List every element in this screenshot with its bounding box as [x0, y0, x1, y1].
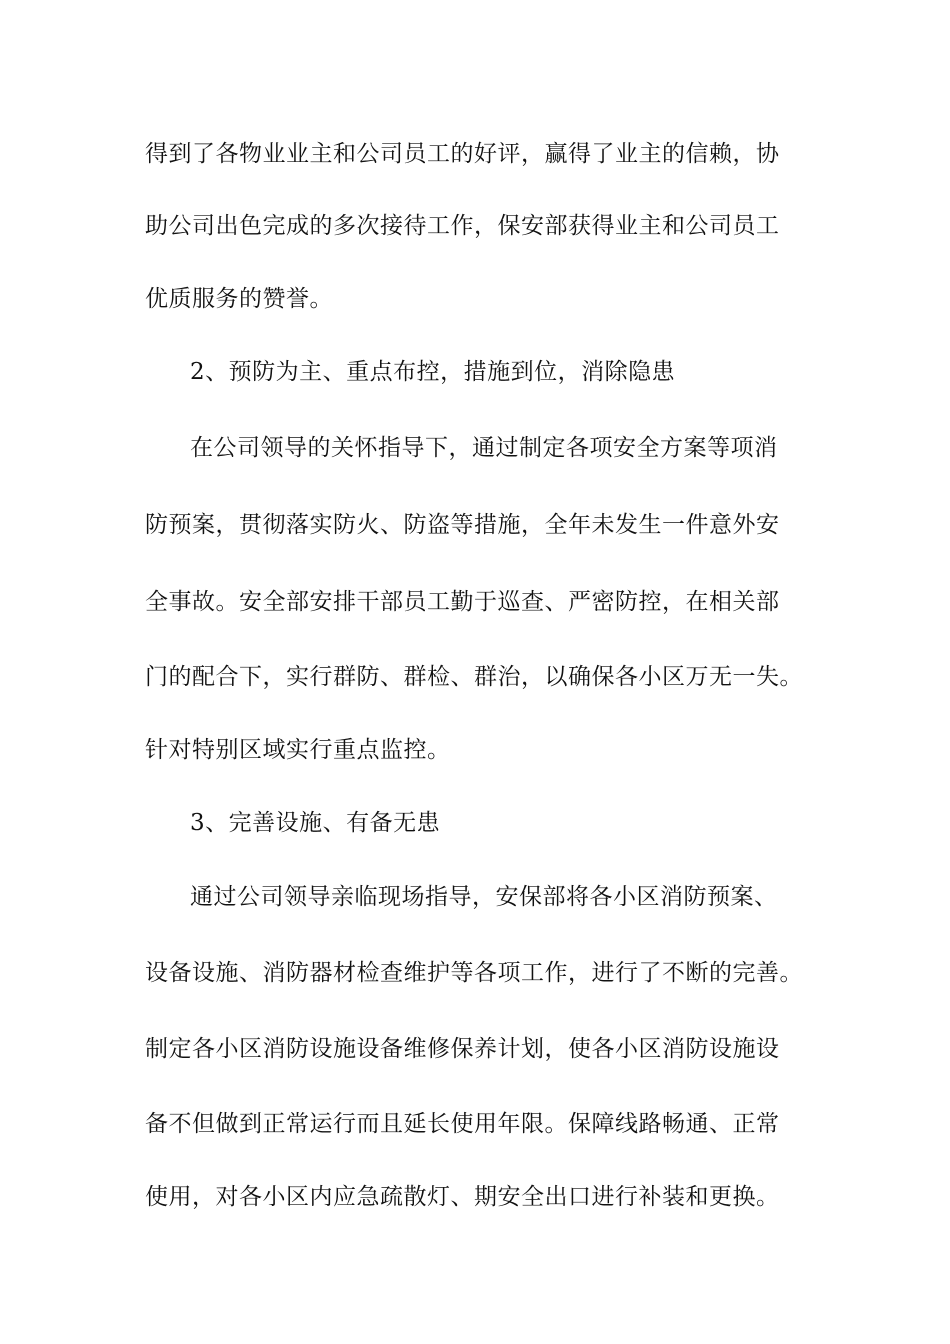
section-heading: 3、完善设施、有备无患: [190, 810, 441, 836]
paragraph-line: 防预案，贯彻落实防火、防盗等措施，全年未发生一件意外安: [145, 512, 780, 538]
paragraph-line: 通过公司领导亲临现场指导，安保部将各小区消防预案、: [190, 884, 778, 910]
section-heading: 2、预防为主、重点布控，措施到位，消除隐患: [190, 359, 676, 385]
paragraph-line: 制定各小区消防设施设备维修保养计划，使各小区消防设施设: [145, 1036, 780, 1062]
paragraph-line: 全事故。安全部安排干部员工勤于巡查、严密防控，在相关部: [145, 589, 780, 615]
paragraph-line: 设备设施、消防器材检查维护等各项工作，进行了不断的完善。: [145, 960, 803, 986]
paragraph-line: 针对特别区域实行重点监控。: [145, 737, 451, 763]
paragraph-line: 使用，对各小区内应急疏散灯、期安全出口进行补装和更换。: [145, 1184, 780, 1210]
paragraph-line: 备不但做到正常运行而且延长使用年限。保障线路畅通、正常: [145, 1111, 780, 1137]
paragraph-line: 在公司领导的关怀指导下，通过制定各项安全方案等项消: [190, 435, 778, 461]
paragraph-line: 门的配合下，实行群防、群检、群治，以确保各小区万无一失。: [145, 664, 803, 690]
paragraph-line: 助公司出色完成的多次接待工作，保安部获得业主和公司员工: [145, 213, 780, 239]
paragraph-line: 得到了各物业业主和公司员工的好评，赢得了业主的信赖，协: [145, 141, 780, 167]
paragraph-line: 优质服务的赞誉。: [145, 286, 333, 312]
